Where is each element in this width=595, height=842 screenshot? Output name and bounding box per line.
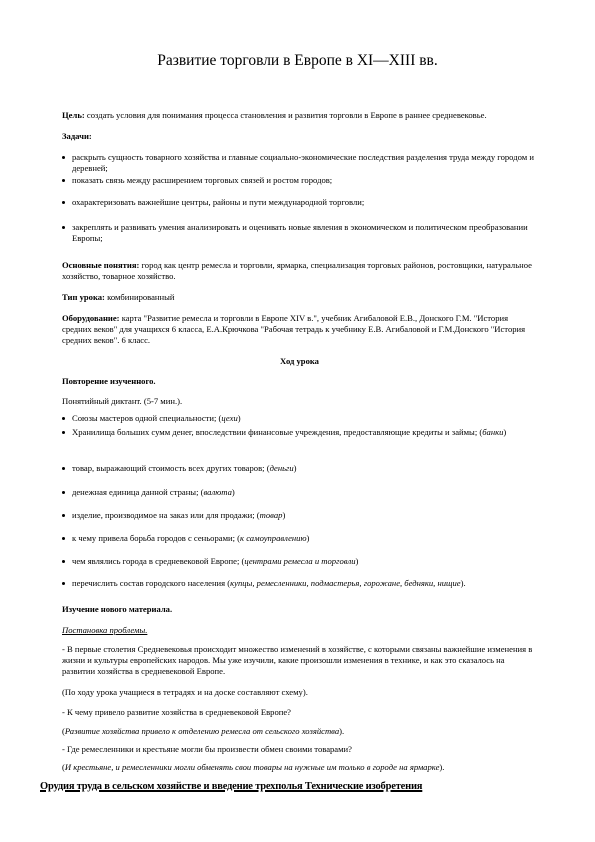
scheme-headers: Орудия труда в сельском хозяйстве и введение трехполья Технические изобретения (40, 781, 423, 792)
dictation-intro: Понятийный диктант. (5-7 мин.). (62, 396, 183, 406)
goal-label: Цель: (62, 110, 85, 120)
concepts-paragraph: Основные понятия: город как центр ремесла и торговли, ярмарка, специализация торговых районов, ростовщики, натуральное хозяйство, товарное хозяйство. (62, 260, 532, 281)
dictation-item: денежная единица данной страны; (валюта) (72, 487, 235, 497)
equipment-paragraph: Оборудование: карта "Развитие ремесла и торговли в Европе XIV в.", учебник Агибаловой Е.В., Донского Г.М. "История средних веков" для учащихся 6 класса, Е.А.Крючкова "Рабочая тетрадь к учебнику Е.В. Агибаловой и Г.М.Донского "История средних веков". 6 класс. (62, 313, 526, 345)
intro-paragraph: - В первые столетия Средневековья происходит множество изменений в хозяйстве, с которыми связаны важнейшие изменения в жизни и культуры европейских народов. Мы уже изучили, какие произошли изменения в технике, и как это сказалось на развитии хозяйства в средневековой Европе. (62, 644, 533, 676)
answer-2: (И крестьяне, и ремесленники могли обменять свои товары на нужные им только в городе на ярмарке). (62, 762, 445, 772)
course-heading: Ход урока (280, 356, 319, 366)
dictation-item: к чему привела борьба городов с сеньорами; (к самоуправлению) (72, 533, 310, 543)
task-item: показать связь между расширением торговых связей и ростом городов; (72, 175, 333, 185)
question-2: - Где ремесленники и крестьяне могли бы произвести обмен своими товарами? (62, 744, 352, 754)
task-item: охарактеризовать важнейшие центры, районы и пути международной торговли; (72, 197, 365, 207)
dictation-item: изделие, производимое на заказ или для продажи; (товар) (72, 510, 286, 520)
task-item: закреплять и развивать умения анализировать и оценивать новые явления в экономическом и политическом преобразовании Европы; (72, 222, 528, 243)
new-material-heading: Изучение нового материала. (62, 604, 173, 614)
dictation-item: чем являлись города в средневековой Европе; (центрами ремесла и торговли) (72, 556, 359, 566)
task-item: раскрыть сущность товарного хозяйства и главные социально-экономические последствия разделения труда между городом и деревней; (72, 152, 534, 173)
scheme-note: (По ходу урока учащиеся в тетрадях и на доске составляют схему). (62, 687, 308, 697)
dictation-item: перечислить состав городского населения (купцы, ремесленники, подмастерья, горожане, бедняки, нищие). (72, 578, 466, 588)
page-title: Развитие торговли в Европе в XI—XIII вв. (157, 52, 438, 69)
problem-heading: Постановка проблемы. (62, 625, 148, 635)
review-heading: Повторение изученного. (62, 376, 156, 386)
question-1: - К чему привело развитие хозяйства в средневековой Европе? (62, 707, 291, 717)
goal-text: создать условия для понимания процесса становления и развития торговли в Европе в раннее средневековье. (84, 110, 487, 120)
goal-paragraph (62, 110, 537, 121)
answer-1: (Развитие хозяйства привело к отделению ремесла от сельского хозяйства). (62, 726, 345, 736)
dictation-item: товар, выражающий стоимость всех других товаров; (деньги) (72, 463, 297, 473)
dictation-item: Союзы мастеров одной специальности; (цехи) (72, 413, 241, 423)
dictation-item: Хранилища больших сумм денег, впоследствии финансовые учреждения, предоставляющие кредиты и займы; (банки) (72, 427, 507, 437)
lesson-type-paragraph: Тип урока: комбинированный (62, 292, 175, 302)
tasks-label: Задачи: (62, 131, 92, 141)
